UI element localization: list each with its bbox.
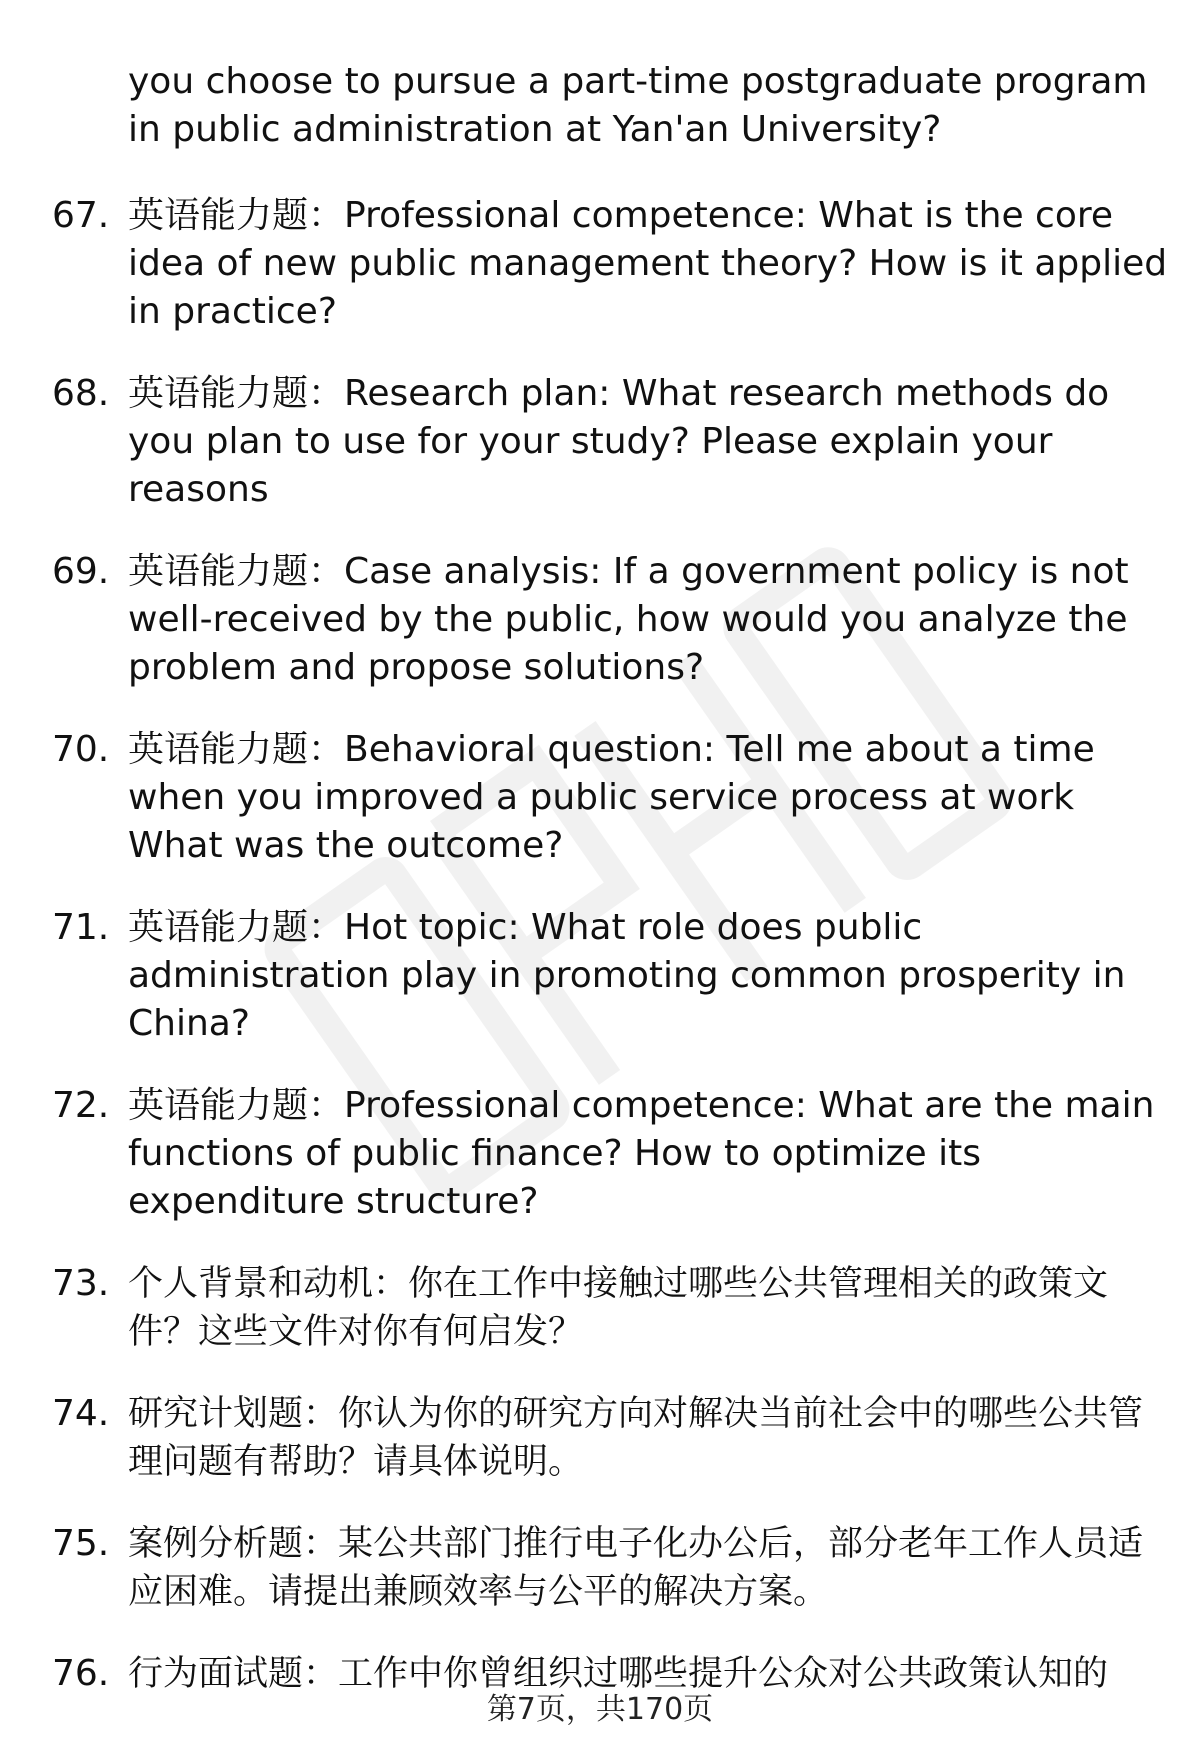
question-text: 英语能力题：Hot topic: What role does public administration play in promoting common prosperity in China?	[128, 907, 1126, 1044]
question-number: 67.	[52, 195, 110, 236]
question-text: 英语能力题：Case analysis: If a government policy is not well-received by the public, how would you analyze the problem and propose solutions?	[128, 551, 1129, 688]
question-number: 73.	[52, 1263, 110, 1304]
question-number: 70.	[52, 729, 110, 770]
question-text: 个人背景和动机：你在工作中接触过哪些公共管理相关的政策文件？这些文件对你有何启发？	[128, 1264, 1109, 1352]
question-number: 75.	[52, 1523, 110, 1564]
question-item	[0, 1260, 1200, 1356]
question-text: 英语能力题：Behavioral question: Tell me about a time when you improved a public service process at work What was the outcome?	[128, 729, 1095, 866]
question-list	[0, 192, 1200, 1732]
question-text: 英语能力题：Professional competence: What are the main functions of public finance? How to optimize its expenditure structure?	[128, 1085, 1155, 1222]
question-item	[0, 1520, 1200, 1616]
question-text: 英语能力题：Professional competence: What is the core idea of new public management theory? How is it applied in practice?	[128, 195, 1168, 332]
question-item	[0, 548, 1200, 692]
question-text: 英语能力题：Research plan: What research methods do you plan to use for your study? Please explain your reasons	[128, 373, 1110, 510]
question-item	[0, 904, 1200, 1048]
page-footer: 第7页，共170页	[486, 1692, 714, 1727]
question-number: 69.	[52, 551, 110, 592]
question-number: 71.	[52, 907, 110, 948]
question-item	[0, 1390, 1200, 1486]
question-item	[0, 192, 1200, 336]
question-text: 行为面试题：工作中你曾组织过哪些提升公众对公共政策认知的	[128, 1654, 1109, 1694]
question-item	[0, 370, 1200, 514]
question-number: 72.	[52, 1085, 110, 1126]
carryover-question-text: you choose to pursue a part-time postgraduate program in public administration at Yan'an University?	[128, 61, 1148, 150]
question-item	[0, 726, 1200, 870]
question-text: 研究计划题：你认为你的研究方向对解决当前社会中的哪些公共管理问题有帮助？请具体说明。	[128, 1394, 1144, 1482]
question-number: 74.	[52, 1393, 110, 1434]
question-number: 76.	[52, 1653, 110, 1694]
question-item	[0, 1082, 1200, 1226]
question-text: 案例分析题：某公共部门推行电子化办公后，部分老年工作人员适应困难。请提出兼顾效率与公平的解决方案。	[128, 1524, 1144, 1612]
question-number: 68.	[52, 373, 110, 414]
